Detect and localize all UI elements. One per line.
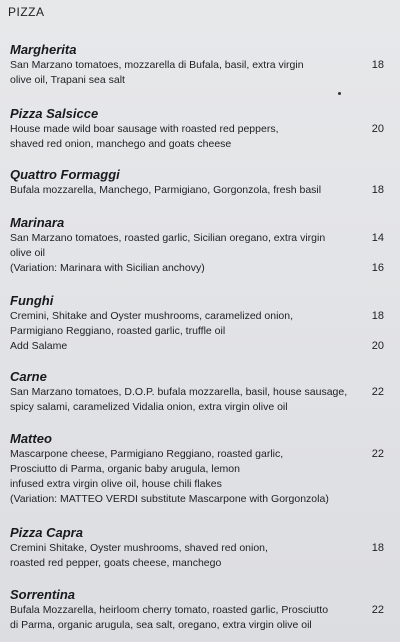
description-text: olive oil — [10, 247, 46, 259]
item-name: Margherita — [10, 42, 77, 57]
item-price: 18 — [371, 542, 384, 554]
item-name: Quattro Formaggi — [10, 167, 120, 182]
description-text: shaved red onion, manchego and goats cheese — [10, 138, 232, 150]
description-text: (Variation: Marinara with Sicilian anchovy) — [10, 262, 205, 274]
description-text: Bufala mozzarella, Manchego, Parmigiano, Gorgonzola, fresh basil — [10, 184, 322, 196]
item-price: 22 — [371, 448, 384, 460]
menu-item — [10, 215, 390, 276]
menu-item — [10, 587, 390, 633]
item-price: 20 — [371, 340, 384, 352]
item-description-line — [10, 183, 390, 198]
description-text: House made wild boar sausage with roasted red peppers, — [10, 123, 279, 135]
item-description-line — [10, 137, 390, 152]
item-name: Matteo — [10, 431, 52, 446]
item-price: 22 — [371, 386, 384, 398]
item-price: 20 — [371, 123, 384, 135]
description-text: di Parma, organic arugula, sea salt, oregano, extra virgin olive oil — [10, 619, 312, 631]
section-title: PIZZA — [8, 5, 45, 19]
description-text: San Marzano tomatoes, roasted garlic, Sicilian oregano, extra virgin — [10, 232, 326, 244]
item-description-line — [10, 556, 390, 571]
description-text: Cremini Shitake, Oyster mushrooms, shaved red onion, — [10, 542, 268, 554]
item-description-line — [10, 231, 390, 246]
item-description-line — [10, 603, 390, 618]
item-description-line — [10, 447, 390, 462]
item-price: 22 — [371, 604, 384, 616]
description-text: spicy salami, caramelized Vidalia onion, extra virgin olive oil — [10, 401, 288, 413]
item-description-line — [10, 541, 390, 556]
menu-item — [10, 42, 390, 88]
description-text: Add Salame — [10, 340, 68, 352]
menu-item — [10, 167, 390, 198]
item-price: 18 — [371, 59, 384, 71]
item-description-line — [10, 385, 390, 400]
item-description-line — [10, 400, 390, 415]
item-name: Carne — [10, 369, 47, 384]
item-price: 18 — [371, 310, 384, 322]
item-description-line — [10, 618, 390, 633]
item-description-line — [10, 492, 390, 507]
description-text: Mascarpone cheese, Parmigiano Reggiano, roasted garlic, — [10, 448, 284, 460]
item-description-line — [10, 246, 390, 261]
item-name: Pizza Salsicce — [10, 106, 99, 121]
menu-item — [10, 369, 390, 415]
item-description-line — [10, 309, 390, 324]
item-description-line — [10, 339, 390, 354]
item-price: 16 — [371, 262, 384, 274]
menu-item — [10, 431, 390, 507]
item-name: Marinara — [10, 215, 65, 230]
description-text: (Variation: MATTEO VERDI substitute Mascarpone with Gorgonzola) — [10, 493, 329, 505]
description-text: roasted red pepper, goats cheese, manchego — [10, 557, 222, 569]
description-text: San Marzano tomatoes, D.O.P. bufala mozzarella, basil, house sausage, — [10, 386, 348, 398]
description-text: Prosciutto di Parma, organic baby arugula, lemon — [10, 463, 240, 475]
description-text: San Marzano tomatoes, mozzarella di Bufala, basil, extra virgin — [10, 59, 304, 71]
description-text: olive oil, Trapani sea salt — [10, 74, 125, 86]
description-text: Parmigiano Reggiano, roasted garlic, truffle oil — [10, 325, 226, 337]
item-description-line — [10, 324, 390, 339]
item-name: Sorrentina — [10, 587, 76, 602]
item-description-line — [10, 261, 390, 276]
item-price: 18 — [371, 184, 384, 196]
item-name: Pizza Capra — [10, 525, 83, 540]
item-name: Funghi — [10, 293, 54, 308]
description-text: Cremini, Shitake and Oyster mushrooms, caramelized onion, — [10, 310, 294, 322]
item-description-line — [10, 122, 390, 137]
description-text: Bufala Mozzarella, heirloom cherry tomato, roasted garlic, Prosciutto — [10, 604, 329, 616]
menu-item — [10, 106, 390, 152]
description-text: infused extra virgin olive oil, house chili flakes — [10, 478, 222, 490]
menu-item — [10, 525, 390, 571]
item-description-line — [10, 58, 390, 73]
item-description-line — [10, 477, 390, 492]
menu-item — [10, 293, 390, 354]
item-description-line — [10, 73, 390, 88]
speck — [338, 92, 341, 95]
item-description-line — [10, 462, 390, 477]
item-price: 14 — [371, 232, 384, 244]
